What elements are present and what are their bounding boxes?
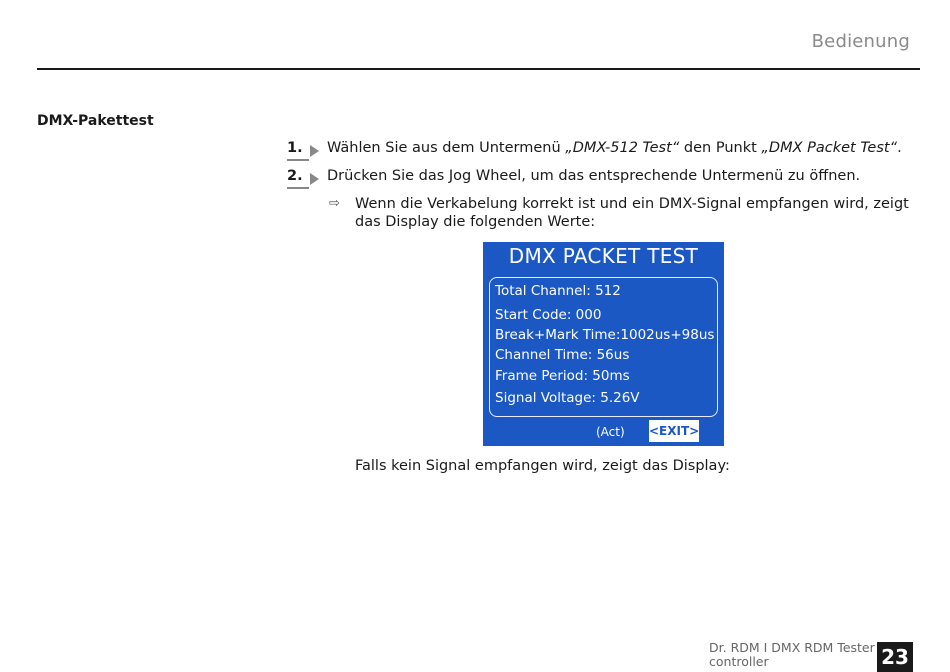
footer-line-2: controller: [709, 654, 769, 669]
step-1: [287, 140, 902, 156]
step-arrow-icon: [310, 145, 319, 157]
header-divider: [37, 68, 920, 70]
after-display-text: Falls kein Signal empfangen wird, zeigt das Display:: [355, 458, 730, 474]
display-line-start-code: Start Code: 000: [495, 307, 602, 323]
step-number-label: 2.: [287, 168, 303, 184]
result-text: Wenn die Verkabelung korrekt ist und ein DMX-Signal empfangen wird, zeigt das Display die folgenden Werte:: [355, 196, 909, 230]
display-line-signal-voltage: Signal Voltage: 5.26V: [495, 390, 640, 406]
display-line-channel-time: Channel Time: 56us: [495, 347, 630, 363]
step-2: [287, 168, 860, 184]
step-text-part: .: [897, 140, 902, 156]
section-title: DMX-Pakettest: [37, 113, 154, 129]
step-arrow-icon: [310, 173, 319, 185]
step-italic-menu: „DMX-512 Test“: [565, 140, 680, 156]
footer-line-1: Dr. RDM I DMX RDM Tester: [709, 640, 875, 655]
dmx-display: [483, 242, 724, 446]
display-title: DMX PACKET TEST: [508, 244, 699, 268]
display-act-label: (Act): [596, 425, 625, 439]
display-line-frame-period: Frame Period: 50ms: [495, 368, 630, 384]
result-note: [329, 195, 915, 231]
display-values-box: [489, 277, 718, 417]
step-text: [327, 140, 902, 156]
display-line-break-mark: Break+Mark Time:1002us+98us: [495, 327, 715, 343]
step-underline: [287, 159, 309, 161]
page-header-title: Bedienung: [811, 31, 910, 52]
result-arrow-icon: ⇨: [329, 196, 340, 211]
step-number-label: 1.: [287, 140, 303, 156]
step-number: [287, 168, 327, 184]
step-underline: [287, 187, 309, 189]
step-text: Drücken Sie das Jog Wheel, um das entsprechende Untermenü zu öffnen.: [327, 168, 861, 184]
step-number: [287, 140, 327, 156]
step-italic-item: „DMX Packet Test“: [761, 140, 898, 156]
footer-product-name: [709, 641, 875, 669]
page-number: 23: [877, 642, 913, 672]
display-line-total-channel: Total Channel: 512: [495, 283, 621, 299]
display-exit-button: <EXIT>: [649, 420, 699, 442]
step-text-part: Wählen Sie aus dem Untermenü: [327, 140, 566, 156]
step-text-part: den Punkt: [679, 140, 762, 156]
